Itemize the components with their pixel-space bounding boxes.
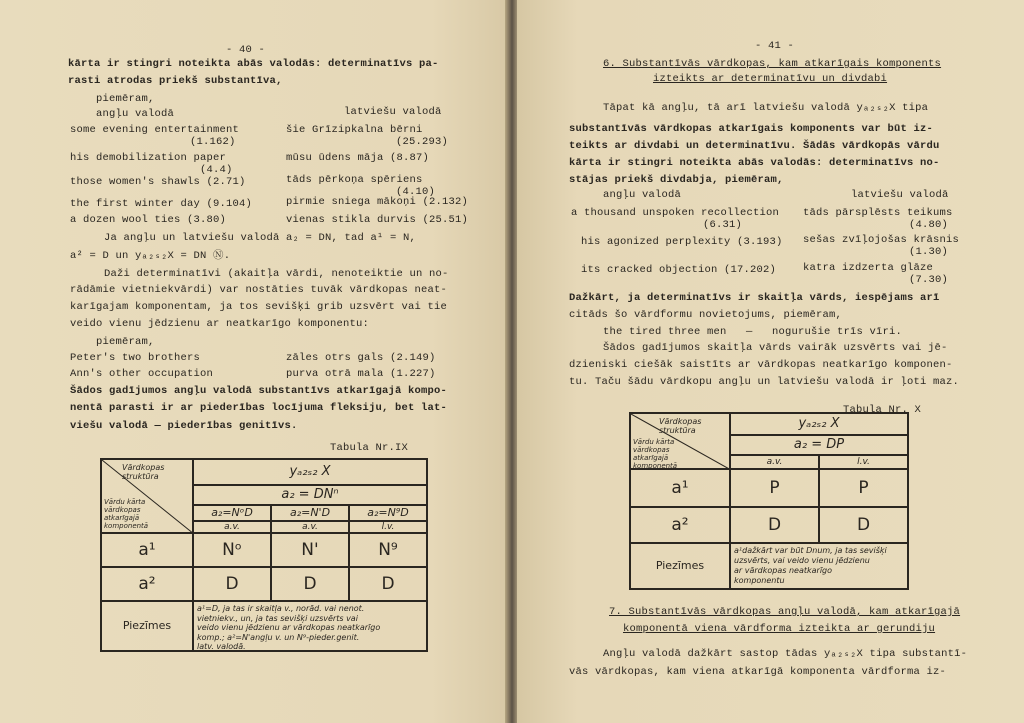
text-line: tu. Taču šādu vārdkopu angļu un latviešu valodā ir ļoti maz. xyxy=(569,376,960,388)
text-line: katra izdzerta glāze xyxy=(803,262,934,274)
text-line: latviešu valodā xyxy=(851,189,949,201)
table-lang: l.v. xyxy=(819,455,908,469)
section-heading: komponentā viena vārdforma izteikta ar gerundiju xyxy=(623,623,936,635)
notes-text: a¹dažkārt var būt Dnum, ja tas sevišķi uzsvērts, vai veido vienu jēdzienu ar vārdkopas neatkarīgo komponentu xyxy=(730,543,908,589)
text-line: its cracked objection (17.202) xyxy=(581,264,777,276)
table-formula: yₐ₂ₛ₂ X xyxy=(193,459,427,485)
text-line: tāds pērkoņa spēriens xyxy=(286,174,423,186)
table-cell: P xyxy=(730,469,819,507)
page-number: - 41 - xyxy=(755,40,795,52)
text-line: kārta ir stingri noteikta abās valodās: determinatīvs no- xyxy=(569,157,940,169)
text-line: the tired three men — nogurušie trīs vīri. xyxy=(603,326,903,338)
text-line: (6.31) xyxy=(703,219,743,231)
page-number: - 40 - xyxy=(226,44,266,56)
notes-label: Piezīmes xyxy=(630,543,730,589)
table-cell: D xyxy=(271,567,349,601)
text-line: teikts ar divdabi un determinatīvu. Šādās vārdkopās vārdu xyxy=(569,140,940,152)
row-label: a² xyxy=(630,507,730,543)
table-cell: N' xyxy=(271,533,349,567)
text-line: Angļu valodā dažkārt sastop tādas yₐ₂ₛ₂X tipa substantī- xyxy=(603,648,968,660)
text-line: sešas zvīļojošas krāsnis xyxy=(803,234,960,246)
table-col-header: a₂=N'D xyxy=(271,505,349,521)
text-line: vās vārdkopas, kam viena atkarīgā komponenta vārdforma iz- xyxy=(569,666,947,678)
table-subformula: a₂ = DNⁿ xyxy=(193,485,427,505)
table-corner: Vārdkopas struktūra Vārdu kārta vārdkopas atkarīgajā komponentā xyxy=(630,413,730,469)
right-page xyxy=(517,0,1024,723)
text-line: (1.30) xyxy=(909,246,949,258)
text-line: substantīvās vārdkopas atkarīgais komponents var būt iz- xyxy=(569,123,934,135)
table-cell: D xyxy=(730,507,819,543)
text-line: (4.80) xyxy=(909,219,949,231)
text-line: rasti atrodas priekš substantīva, xyxy=(68,75,283,87)
text-line: purva otrā mala (1.227) xyxy=(286,368,436,380)
text-line: angļu valodā xyxy=(96,108,175,120)
text-line: Tāpat kā angļu, tā arī latviešu valodā yₐ₂ₛ₂X tipa xyxy=(603,102,929,114)
text-line: pirmie sniega mākoņi (2.132) xyxy=(286,196,469,208)
text-line: angļu valodā xyxy=(603,189,682,201)
text-line: a² = D un yₐ₂ₛ₂X = DN Ⓝ. xyxy=(70,250,231,262)
text-line: mūsu ūdens māja (8.87) xyxy=(286,152,430,164)
row-label: a¹ xyxy=(101,533,193,567)
row-label: a¹ xyxy=(630,469,730,507)
text-line: tāds pārsplēsts teikums xyxy=(803,207,953,219)
table-corner: Vārdkopas struktūra Vārdu kārta vārdkopas atkarīgajā komponentā xyxy=(101,459,193,533)
text-line: a thousand unspoken recollection xyxy=(571,207,780,219)
text-line: veido vienu jēdzienu ar neatkarīgo komponentu: xyxy=(70,318,370,330)
table-lang: a.v. xyxy=(193,521,271,533)
text-line: karīgajam komponentam, ja tos sevišķi grib uzsvērt vai tie xyxy=(70,301,448,313)
text-line: vienas stikla durvis (25.51) xyxy=(286,214,469,226)
table-subformula: a₂ = DP xyxy=(730,435,908,455)
table-cell: P xyxy=(819,469,908,507)
table-ix xyxy=(100,458,428,652)
text-line: zāles otrs gals (2.149) xyxy=(286,352,436,364)
text-line: those women's shawls (2.71) xyxy=(70,176,246,188)
table-caption: Tabula Nr.IX xyxy=(330,442,409,454)
text-line: stājas priekš divdabja, piemēram, xyxy=(569,174,784,186)
text-line: rādāmie vietniekvārdi) var nostāties tuvāk vārdkopas neat- xyxy=(70,284,448,296)
text-line: Peter's two brothers xyxy=(70,352,201,364)
table-cell: D xyxy=(193,567,271,601)
left-page xyxy=(0,0,507,723)
text-line: the first winter day (9.104) xyxy=(70,198,253,210)
text-line: Šādos gadījumos angļu valodā substantīvs atkarīgajā kompo- xyxy=(70,385,448,397)
notes-label: Piezīmes xyxy=(101,601,193,651)
text-line: kārta ir stingri noteikta abās valodās: determinatīvs pa- xyxy=(68,58,439,70)
text-line: viešu valodā — piederības genitīvs. xyxy=(70,420,298,432)
table-cell: Nᵒ xyxy=(193,533,271,567)
text-line: Dažkārt, ja determinatīvs ir skaitļa vārds, iespējams arī xyxy=(569,292,940,304)
text-line: (25.293) xyxy=(396,136,449,148)
section-heading: 7. Substantīvās vārdkopas angļu valodā, kam atkarīgajā xyxy=(609,606,961,618)
text-line: dzieniski ciešāk saistīts ar vārdkopas neatkarīgo komponen- xyxy=(569,359,953,371)
text-line: Šādos gadījumos skaitļa vārds vairāk uzsvērts vai jē- xyxy=(603,342,948,354)
table-cell: N⁹ xyxy=(349,533,427,567)
table-col-header: a₂=NᵒD xyxy=(193,505,271,521)
text-line: citāds šo vārdformu novietojums, piemēram, xyxy=(569,309,843,321)
text-line: piemēram, xyxy=(96,336,155,348)
text-line: Daži determinatīvi (akaitļa vārdi, nenoteiktie un no- xyxy=(104,268,449,280)
text-line: Ann's other occupation xyxy=(70,368,214,380)
text-line: his agonized perplexity (3.193) xyxy=(581,236,783,248)
row-label: a² xyxy=(101,567,193,601)
table-lang: l.v. xyxy=(349,521,427,533)
section-heading: 6. Substantīvās vārdkopas, kam atkarīgais komponents xyxy=(603,58,942,70)
table-caption: Tabula Nr. X xyxy=(843,404,922,416)
table-col-header: a₂=N⁹D xyxy=(349,505,427,521)
table-cell: D xyxy=(349,567,427,601)
text-line: nentā parasti ir ar piederības locījuma fleksiju, bet lat- xyxy=(70,402,448,414)
text-line: (1.162) xyxy=(190,136,236,148)
text-line: (4.10) xyxy=(396,186,436,198)
text-line: Ja angļu un latviešu valodā a₂ = DN, tad a¹ = N, xyxy=(104,232,417,244)
text-line: (4.4) xyxy=(200,164,233,176)
text-line: some evening entertainment xyxy=(70,124,240,136)
text-line: latviešu valodā xyxy=(344,106,442,118)
section-heading: izteikts ar determinatīvu un divdabi xyxy=(653,73,888,85)
table-cell: D xyxy=(819,507,908,543)
text-line: a dozen wool ties (3.80) xyxy=(70,214,227,226)
text-line: piemēram, xyxy=(96,93,155,105)
table-x xyxy=(629,412,909,590)
table-lang: a.v. xyxy=(730,455,819,469)
text-line: his demobilization paper xyxy=(70,152,227,164)
text-line: šie Grīzipkalna bērni xyxy=(286,124,423,136)
notes-text: a¹=D, ja tas ir skaitļa v., norād. vai nenot. vietniekv., un, ja tas sevišķi uzsvērts vai veido vienu jēdzienu ar vārdkopas neatkarīgo komp.; a²=N'angļu v. un N⁹-pieder.genit. latv. valodā. xyxy=(193,601,427,651)
table-lang: a.v. xyxy=(271,521,349,533)
table-formula: yₐ₂ₛ₂ X xyxy=(730,413,908,435)
text-line: (7.30) xyxy=(909,274,949,286)
